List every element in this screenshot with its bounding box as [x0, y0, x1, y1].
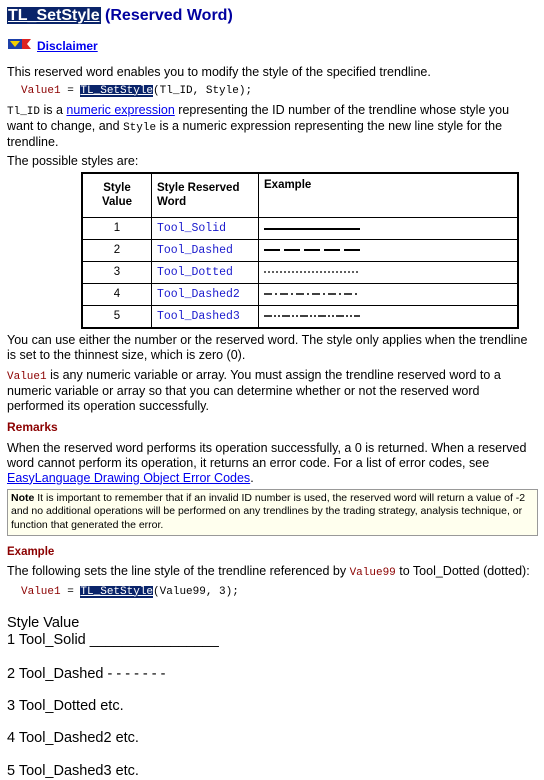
row-value: 2	[82, 240, 152, 262]
params-rest2: is a numeric expression representing the new line style for the trendline.	[7, 118, 503, 150]
header-example: Example	[259, 173, 519, 218]
title-suffix: (Reserved Word)	[105, 7, 233, 24]
table-row	[82, 284, 518, 306]
remarks-body: When the reserved word performs its operation successfully, a 0 is returned. When a reserved word cannot perform its operation, it returns an error code. For a list of error codes, see	[7, 440, 527, 470]
params-text	[7, 103, 538, 150]
list-item: 2 Tool_Dashed - - - - - - -	[7, 665, 166, 682]
row-example	[259, 262, 519, 284]
disclaimer-flag-icon	[7, 37, 33, 54]
note-label: Note	[11, 491, 35, 504]
style-value-list	[7, 615, 538, 780]
params-mid: is a	[40, 102, 67, 117]
example-text-a: The following sets the line style of the trendline referenced by	[7, 564, 350, 579]
header-style-word: Style Reserved Word	[152, 173, 259, 218]
numeric-expression-link[interactable]: numeric expression	[66, 102, 175, 117]
list-item: 5 Tool_Dashed3 etc.	[7, 762, 139, 779]
table-row	[82, 240, 518, 262]
row-word: Tool_Dashed	[152, 240, 259, 262]
dashdot-line-sample	[264, 291, 364, 297]
params-rest1: representing the ID number of the trendline whose style you want to change, and	[7, 102, 510, 133]
example-code: Value99	[349, 567, 396, 580]
disclaimer-row	[7, 37, 538, 54]
intro-text: This reserved word enables you to modify the style of the specified trendline.	[7, 64, 431, 79]
row-value: 4	[82, 284, 152, 306]
row-example	[259, 218, 519, 240]
row-word: Tool_Dashed2	[152, 284, 259, 306]
example-args: (Value99, 3);	[153, 585, 239, 598]
possible-styles-text: The possible styles are:	[7, 154, 139, 169]
help-page	[0, 6, 544, 780]
syntax-fn: TL_SetStyle	[80, 84, 154, 97]
remarks-heading: Remarks	[7, 420, 58, 435]
row-word: Tool_Solid	[152, 218, 259, 240]
table-row	[82, 306, 518, 329]
syntax-eq: =	[60, 84, 81, 97]
note-text: It is important to remember that if an invalid ID number is used, the reserved word will return a value of -2 and no additional operations will be performed on any trendlines by the trading strategy, analysis technique, or function that generated the error.	[11, 491, 526, 531]
row-example	[259, 240, 519, 262]
dashed-line-sample	[264, 247, 364, 253]
value1-code: Value1	[7, 371, 47, 384]
example-code-line	[21, 586, 538, 599]
usage-text: You can use either the number or the reserved word. The style only applies when the trendline is set to the thinnest size, which is zero (0).	[7, 333, 528, 363]
row-word: Tool_Dotted	[152, 262, 259, 284]
example-fn: TL_SetStyle	[80, 585, 154, 598]
dotted-line-sample	[264, 269, 364, 275]
syntax-args: (Tl_ID, Style);	[153, 84, 253, 97]
table-row	[82, 218, 518, 240]
list-item: 4 Tool_Dashed2 etc.	[7, 730, 139, 747]
error-codes-link[interactable]: EasyLanguage Drawing Object Error Codes	[7, 470, 251, 485]
dashdotdot-line-sample	[264, 313, 364, 319]
disclaimer-link[interactable]: Disclaimer	[37, 38, 98, 53]
remarks-text	[7, 441, 538, 486]
page-title	[7, 6, 538, 25]
example-heading: Example	[7, 545, 55, 558]
list-item: 3 Tool_Dotted etc.	[7, 697, 124, 714]
row-example	[259, 284, 519, 306]
header-style-value: Style Value	[82, 173, 152, 218]
styles-table	[81, 172, 519, 329]
solid-line-sample	[264, 228, 360, 230]
row-value: 3	[82, 262, 152, 284]
syntax-lhs: Value1	[21, 84, 61, 97]
row-value: 1	[82, 218, 152, 240]
value1-text	[7, 368, 538, 414]
syntax-line	[21, 85, 538, 98]
list-item: Style Value	[7, 614, 80, 631]
list-item: 1 Tool_Solid ________________	[7, 632, 219, 649]
remarks-end: .	[250, 470, 254, 485]
row-example	[259, 306, 519, 329]
value1-rest: is any numeric variable or array. You must assign the trendline reserved word to a numeric variable or array so that you can determine whether or not the reserved word performed its operation successfully.	[7, 368, 501, 414]
row-word: Tool_Dashed3	[152, 306, 259, 329]
example-lhs: Value1	[21, 585, 61, 598]
example-text-b: to Tool_Dotted (dotted):	[395, 564, 530, 579]
table-row	[82, 262, 518, 284]
title-keyword: TL_SetStyle	[8, 7, 100, 24]
example-text	[7, 564, 538, 580]
example-eq: =	[60, 585, 81, 598]
param-style: Style	[123, 121, 157, 134]
row-value: 5	[82, 306, 152, 329]
param-tl-id: Tl_ID	[7, 105, 41, 118]
note-box	[7, 489, 538, 536]
